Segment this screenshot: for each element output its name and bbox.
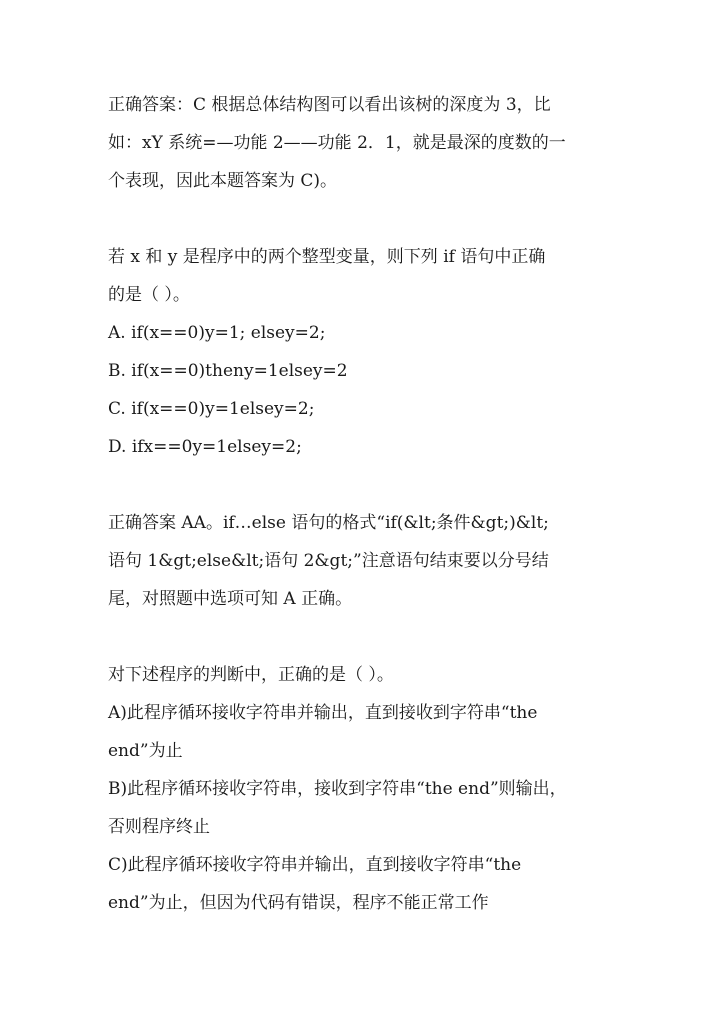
text-line: 正确答案 AA。if…else 语句的格式“if(&lt;条件&gt;)&lt; — [108, 513, 549, 533]
text-line: 尾，对照题中选项可知 A 正确。 — [108, 589, 353, 609]
document-page — [108, 86, 616, 922]
paragraph-gap — [108, 466, 616, 504]
option-c-continued: end”为止，但因为代码有错误，程序不能正常工作 — [108, 893, 489, 913]
option-c: C. if(x==0)y=1elsey=2; — [108, 399, 315, 419]
option-d: D. ifx==0y=1elsey=2; — [108, 437, 302, 457]
question-3 — [108, 656, 616, 922]
option-a: A)此程序循环接收字符串并输出，直到接收到字符串“the — [108, 703, 538, 723]
text-line: 正确答案：C 根据总体结构图可以看出该树的深度为 3，比 — [108, 95, 551, 115]
option-a-continued: end”为止 — [108, 741, 183, 761]
paragraph-gap — [108, 618, 616, 656]
answer-explanation-2 — [108, 504, 616, 618]
option-b: B)此程序循环接收字符串，接收到字符串“the end”则输出， — [108, 779, 567, 799]
text-line: 如：xY 系统=—功能 2——功能 2．1，就是最深的度数的一 — [108, 133, 566, 153]
question-2 — [108, 238, 616, 466]
question-stem-line: 对下述程序的判断中，正确的是（ ）。 — [108, 665, 394, 685]
text-line: 个表现，因此本题答案为 C)。 — [108, 171, 338, 191]
paragraph-gap — [108, 200, 616, 238]
text-line: 语句 1&gt;else&lt;语句 2&gt;”注意语句结束要以分号结 — [108, 551, 549, 571]
answer-explanation-1 — [108, 86, 616, 200]
question-stem-line: 的是（ ）。 — [108, 285, 190, 305]
option-a: A. if(x==0)y=1; elsey=2; — [108, 323, 326, 343]
option-c: C)此程序循环接收字符串并输出，直到接收字符串“the — [108, 855, 522, 875]
question-stem-line: 若 x 和 y 是程序中的两个整型变量，则下列 if 语句中正确 — [108, 247, 546, 267]
option-b: B. if(x==0)theny=1elsey=2 — [108, 361, 348, 381]
option-b-continued: 否则程序终止 — [108, 817, 210, 837]
